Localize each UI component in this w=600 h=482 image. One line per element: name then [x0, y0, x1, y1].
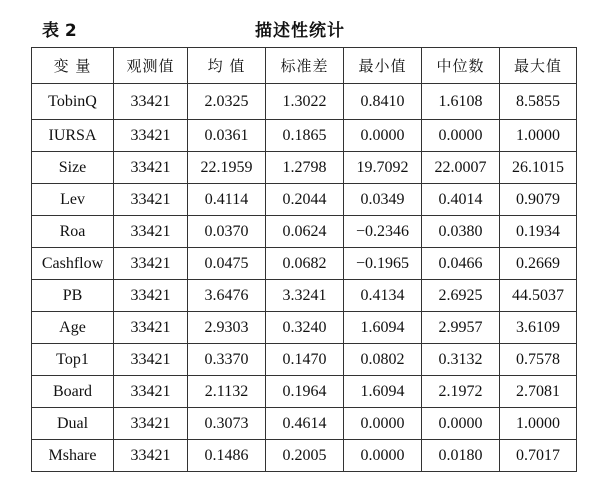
- std-dev-cell: 0.3240: [266, 312, 344, 344]
- max-cell: 2.7081: [500, 376, 577, 408]
- median-cell: 0.0000: [422, 408, 500, 440]
- max-cell: 1.0000: [500, 408, 577, 440]
- observations-cell: 33421: [114, 376, 188, 408]
- table-row: [32, 376, 577, 408]
- median-cell: 22.0007: [422, 152, 500, 184]
- column-header-std-dev: 标准差: [266, 48, 344, 84]
- median-cell: 1.6108: [422, 84, 500, 120]
- std-dev-cell: 0.2005: [266, 440, 344, 472]
- variable-cell: TobinQ: [32, 84, 114, 120]
- mean-cell: 2.1132: [188, 376, 266, 408]
- variable-cell: Cashflow: [32, 248, 114, 280]
- mean-cell: 0.0370: [188, 216, 266, 248]
- variable-cell: IURSA: [32, 120, 114, 152]
- std-dev-cell: 1.2798: [266, 152, 344, 184]
- mean-cell: 0.0475: [188, 248, 266, 280]
- variable-cell: Age: [32, 312, 114, 344]
- min-cell: 0.0802: [344, 344, 422, 376]
- mean-cell: 2.9303: [188, 312, 266, 344]
- std-dev-cell: 0.4614: [266, 408, 344, 440]
- mean-cell: 22.1959: [188, 152, 266, 184]
- column-header-median: 中位数: [422, 48, 500, 84]
- mean-cell: 0.3370: [188, 344, 266, 376]
- mean-cell: 3.6476: [188, 280, 266, 312]
- observations-cell: 33421: [114, 344, 188, 376]
- min-cell: −0.1965: [344, 248, 422, 280]
- header-row: [32, 48, 577, 84]
- variable-cell: PB: [32, 280, 114, 312]
- variable-cell: Board: [32, 376, 114, 408]
- max-cell: 8.5855: [500, 84, 577, 120]
- variable-cell: Size: [32, 152, 114, 184]
- min-cell: 0.0000: [344, 120, 422, 152]
- min-cell: −0.2346: [344, 216, 422, 248]
- table-row: [32, 84, 577, 120]
- max-cell: 44.5037: [500, 280, 577, 312]
- max-cell: 1.0000: [500, 120, 577, 152]
- max-cell: 3.6109: [500, 312, 577, 344]
- std-dev-cell: 3.3241: [266, 280, 344, 312]
- observations-cell: 33421: [114, 184, 188, 216]
- max-cell: 26.1015: [500, 152, 577, 184]
- std-dev-cell: 0.0624: [266, 216, 344, 248]
- median-cell: 0.0180: [422, 440, 500, 472]
- variable-cell: Top1: [32, 344, 114, 376]
- observations-cell: 33421: [114, 216, 188, 248]
- table-title: 描述性统计: [255, 21, 345, 41]
- column-header-mean: 均 值: [188, 48, 266, 84]
- min-cell: 19.7092: [344, 152, 422, 184]
- table-row: [32, 312, 577, 344]
- std-dev-cell: 0.2044: [266, 184, 344, 216]
- median-cell: 0.0000: [422, 120, 500, 152]
- table-row: [32, 248, 577, 280]
- observations-cell: 33421: [114, 248, 188, 280]
- min-cell: 0.4134: [344, 280, 422, 312]
- variable-cell: Lev: [32, 184, 114, 216]
- table-row: [32, 184, 577, 216]
- table-body: [32, 84, 577, 472]
- std-dev-cell: 0.1964: [266, 376, 344, 408]
- column-header-max: 最大值: [500, 48, 577, 84]
- variable-cell: Mshare: [32, 440, 114, 472]
- min-cell: 0.8410: [344, 84, 422, 120]
- max-cell: 0.7578: [500, 344, 577, 376]
- observations-cell: 33421: [114, 280, 188, 312]
- mean-cell: 0.1486: [188, 440, 266, 472]
- min-cell: 0.0000: [344, 440, 422, 472]
- std-dev-cell: 0.0682: [266, 248, 344, 280]
- column-header-observations: 观测值: [114, 48, 188, 84]
- table-number: 表 2: [42, 21, 77, 41]
- mean-cell: 2.0325: [188, 84, 266, 120]
- median-cell: 0.3132: [422, 344, 500, 376]
- median-cell: 2.6925: [422, 280, 500, 312]
- max-cell: 0.9079: [500, 184, 577, 216]
- std-dev-cell: 0.1865: [266, 120, 344, 152]
- mean-cell: 0.0361: [188, 120, 266, 152]
- min-cell: 1.6094: [344, 376, 422, 408]
- observations-cell: 33421: [114, 408, 188, 440]
- median-cell: 2.9957: [422, 312, 500, 344]
- observations-cell: 33421: [114, 84, 188, 120]
- observations-cell: 33421: [114, 440, 188, 472]
- observations-cell: 33421: [114, 120, 188, 152]
- variable-cell: Dual: [32, 408, 114, 440]
- min-cell: 0.0349: [344, 184, 422, 216]
- table-row: [32, 216, 577, 248]
- min-cell: 1.6094: [344, 312, 422, 344]
- std-dev-cell: 1.3022: [266, 84, 344, 120]
- max-cell: 0.2669: [500, 248, 577, 280]
- observations-cell: 33421: [114, 152, 188, 184]
- table-caption: [0, 10, 600, 44]
- table-row: [32, 408, 577, 440]
- column-header-variable: 变 量: [32, 48, 114, 84]
- mean-cell: 0.4114: [188, 184, 266, 216]
- column-header-min: 最小值: [344, 48, 422, 84]
- table-row: [32, 120, 577, 152]
- median-cell: 0.4014: [422, 184, 500, 216]
- variable-cell: Roa: [32, 216, 114, 248]
- mean-cell: 0.3073: [188, 408, 266, 440]
- descriptive-statistics-table: [31, 47, 577, 472]
- median-cell: 2.1972: [422, 376, 500, 408]
- std-dev-cell: 0.1470: [266, 344, 344, 376]
- max-cell: 0.1934: [500, 216, 577, 248]
- max-cell: 0.7017: [500, 440, 577, 472]
- table-row: [32, 280, 577, 312]
- table-row: [32, 344, 577, 376]
- median-cell: 0.0466: [422, 248, 500, 280]
- table-row: [32, 152, 577, 184]
- median-cell: 0.0380: [422, 216, 500, 248]
- min-cell: 0.0000: [344, 408, 422, 440]
- table-row: [32, 440, 577, 472]
- observations-cell: 33421: [114, 312, 188, 344]
